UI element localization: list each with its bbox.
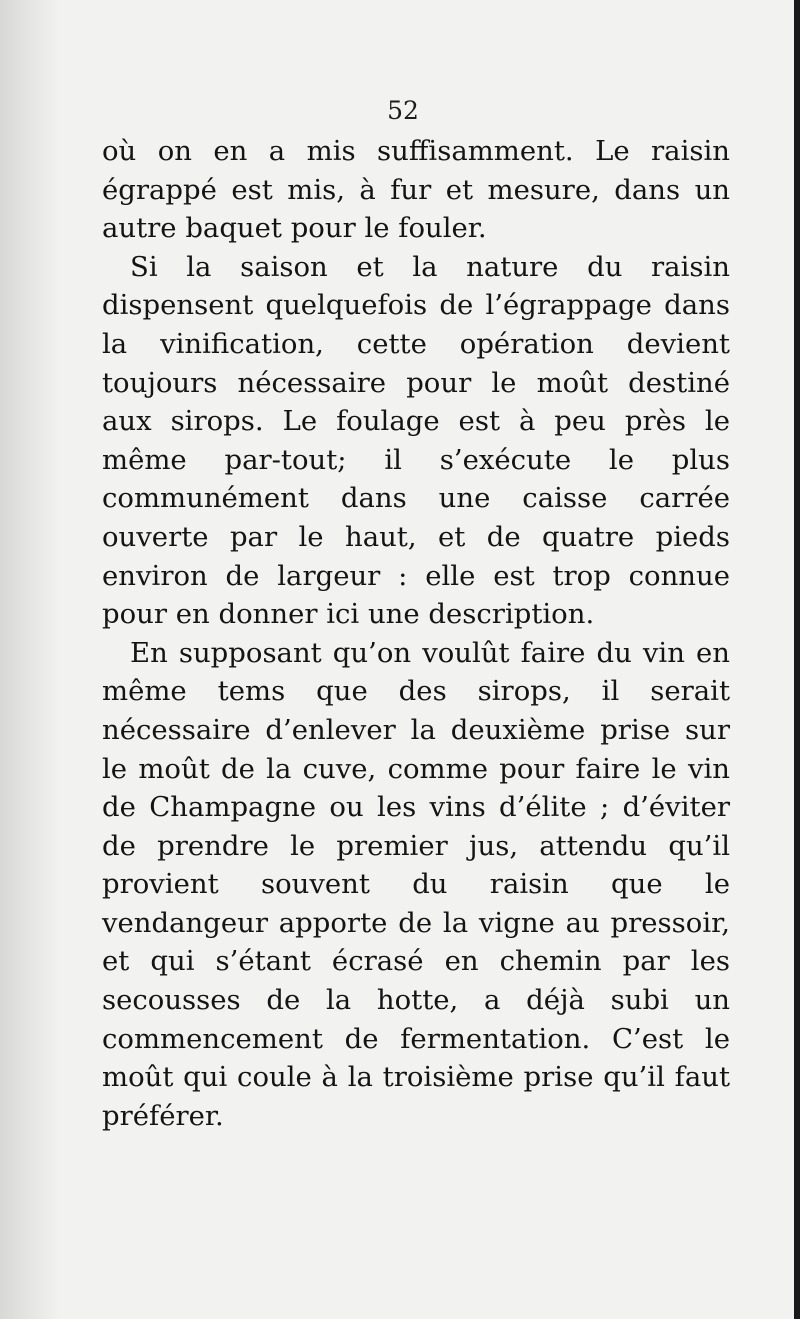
page-number: 52	[387, 96, 419, 125]
paragraph-continuation: où on en a mis suffisamment. Le raisin égrappé est mis, à fur et mesure, dans un autre baquet pour le fouler.	[102, 135, 730, 245]
paragraph-vin-et-sirops: En supposant qu’on voulût faire du vin en même tems que des sirops, il serait nécessaire d’enlever la deuxième prise sur le moût de la cuve, comme pour faire le vin de Champagne ou les vins d’élite ; d’éviter de prendre le premier jus, attendu qu’il provient souvent du raisin que le vendangeur apporte de la vigne au pressoir, et qui s’étant écrasé en chemin par les secousses de la hotte, a déjà subi un commencement de fermentation. C’est le moût qui coule à la troisième prise qu’il faut préférer.	[102, 636, 730, 1132]
page-gutter-shadow	[0, 0, 60, 1319]
page-body	[102, 132, 730, 1135]
paragraph-foulage: Si la saison et la nature du raisin dispensent quelquefois de l’égrappage dans la vinification, cette opération devient toujours nécessaire pour le moût destiné aux sirops. Le foulage est à peu près le même par-tout; il s’exécute le plus communément dans une caisse carrée ouverte par le haut, et de quatre pieds environ de largeur : elle est trop connue pour en donner ici une description.	[102, 250, 730, 631]
